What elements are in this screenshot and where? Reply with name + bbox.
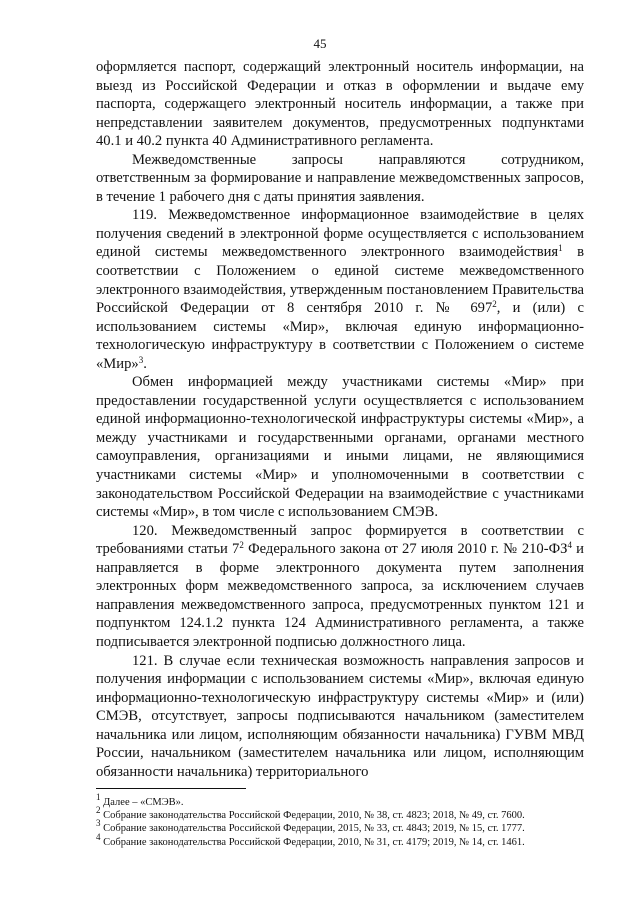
paragraph-p6 [96, 652, 584, 782]
body-text [96, 58, 584, 781]
footnote-ref: 2 [492, 299, 497, 310]
paragraph-text: 121. В случае если техническая возможность направления запросов и получения информации с использованием системы «Мир», включая единую информационно-технологическую инфраструктуру системы «Мир» и (или) СМЭВ, отсутствует, запросы подписываются начальником (заместителем начальника или лицом, исполняющим обязанности начальника) ГУВМ МВД России, начальником (заместителем начальника или лицом, исполняющим обязанности начальника) территориального [96, 652, 584, 780]
footnote-mark: 2 [96, 805, 101, 816]
paragraph-text: 119. Межведомственное информационное взаимодействие в целях получения сведений в электронной форме осуществляется с использованием единой системы межведомственного электронного взаимодействия [96, 207, 584, 261]
footnote-mark: 1 [96, 792, 101, 802]
paragraph-p5 [96, 522, 584, 652]
footnotes [96, 792, 584, 849]
footnote-ref: 4 [567, 540, 572, 551]
paragraph-text: и направляется в форме электронного документа путем заполнения электронных форм межведомственного запроса, за исключением случаев направления межведомственного запроса, предусмотренных пунктом 121 и подпунктом 124.1.2 пункта 124 Административного регламента, а также подписывается электронной подписью должностного лица. [96, 541, 584, 650]
footnote-mark: 4 [96, 831, 101, 842]
paragraph-text: Обмен информацией между участниками системы «Мир» при предоставлении государственной услуги осуществляется с использованием единой информационно-технологической инфраструктуры системы «Мир», а между участниками и государственными органами, органами местного самоуправления, организациями и иными лицами, не являющимися участниками системы «Мир» и уполномоченными в соответствии с законодательством Российской Федерации на взаимодействие с участниками системы «Мир», в том числе с использованием СМЭВ. [96, 374, 584, 521]
paragraph-text: оформляется паспорт, содержащий электронный носитель информации, на выезд из Российской Федерации и отказ в оформлении и выдаче ему паспорта, содержащего электронный носитель информации, а также при непредставлении заявителем документов, предусмотренных подпунктами 40.1 и 40.2 пункта 40 Административного регламента. [96, 59, 584, 150]
paragraph-p4 [96, 373, 584, 521]
footnote-ref: 3 [138, 354, 144, 365]
footnote-text: Далее – «СМЭВ». [100, 797, 184, 808]
footnote-ref: 1 [558, 243, 563, 254]
page-number: 45 [313, 36, 327, 51]
paragraph-text: 120. Межведомственный запрос формируется в соответствии с требованиями статьи 7 [96, 522, 584, 558]
footnote-mark: 3 [96, 818, 101, 829]
paragraph-p2 [96, 151, 584, 207]
paragraph-text: Федерального закона от 27 июля 2010 г. № 210-ФЗ [243, 541, 568, 558]
footnote-2 [96, 805, 584, 822]
footnote-3 [96, 818, 584, 835]
footnote-text: Собрание законодательства Российской Федерации, 2010, № 38, ст. 4823; 2018, № 49, ст. 7600. [100, 810, 525, 822]
footnote-divider [96, 788, 246, 789]
footnote-text: Собрание законодательства Российской Федерации, 2010, № 31, ст. 4179; 2019, № 14, ст. 1461. [100, 836, 525, 848]
paragraph-p1 [96, 58, 584, 151]
footnote-ref: 2 [239, 540, 244, 551]
footnote-1 [96, 792, 584, 809]
paragraph-p3 [96, 206, 584, 373]
footnote-4 [96, 831, 584, 849]
paragraph-text: Межведомственные запросы направляются сотрудником, ответственным за формирование и направление межведомственных запросов, в течение 1 рабочего дня с даты принятия заявления. [96, 151, 584, 205]
paragraph-text: в соответствии с Положением о единой системе межведомственного электронного взаимодействия, утвержденным постановлением Правительства Российской Федерации от 8 сентября 2010 г. № 697 [96, 244, 584, 317]
paragraph-text: , и (или) с использованием системы «Мир», включая единую информационно-технологическую инфраструктуру в соответствии с Положением о системе «Мир» [96, 300, 584, 372]
paragraph-text: . [143, 355, 147, 372]
footnote-text: Собрание законодательства Российской Федерации, 2015, № 33, ст. 4843; 2019, № 15, ст. 1777. [100, 823, 525, 835]
